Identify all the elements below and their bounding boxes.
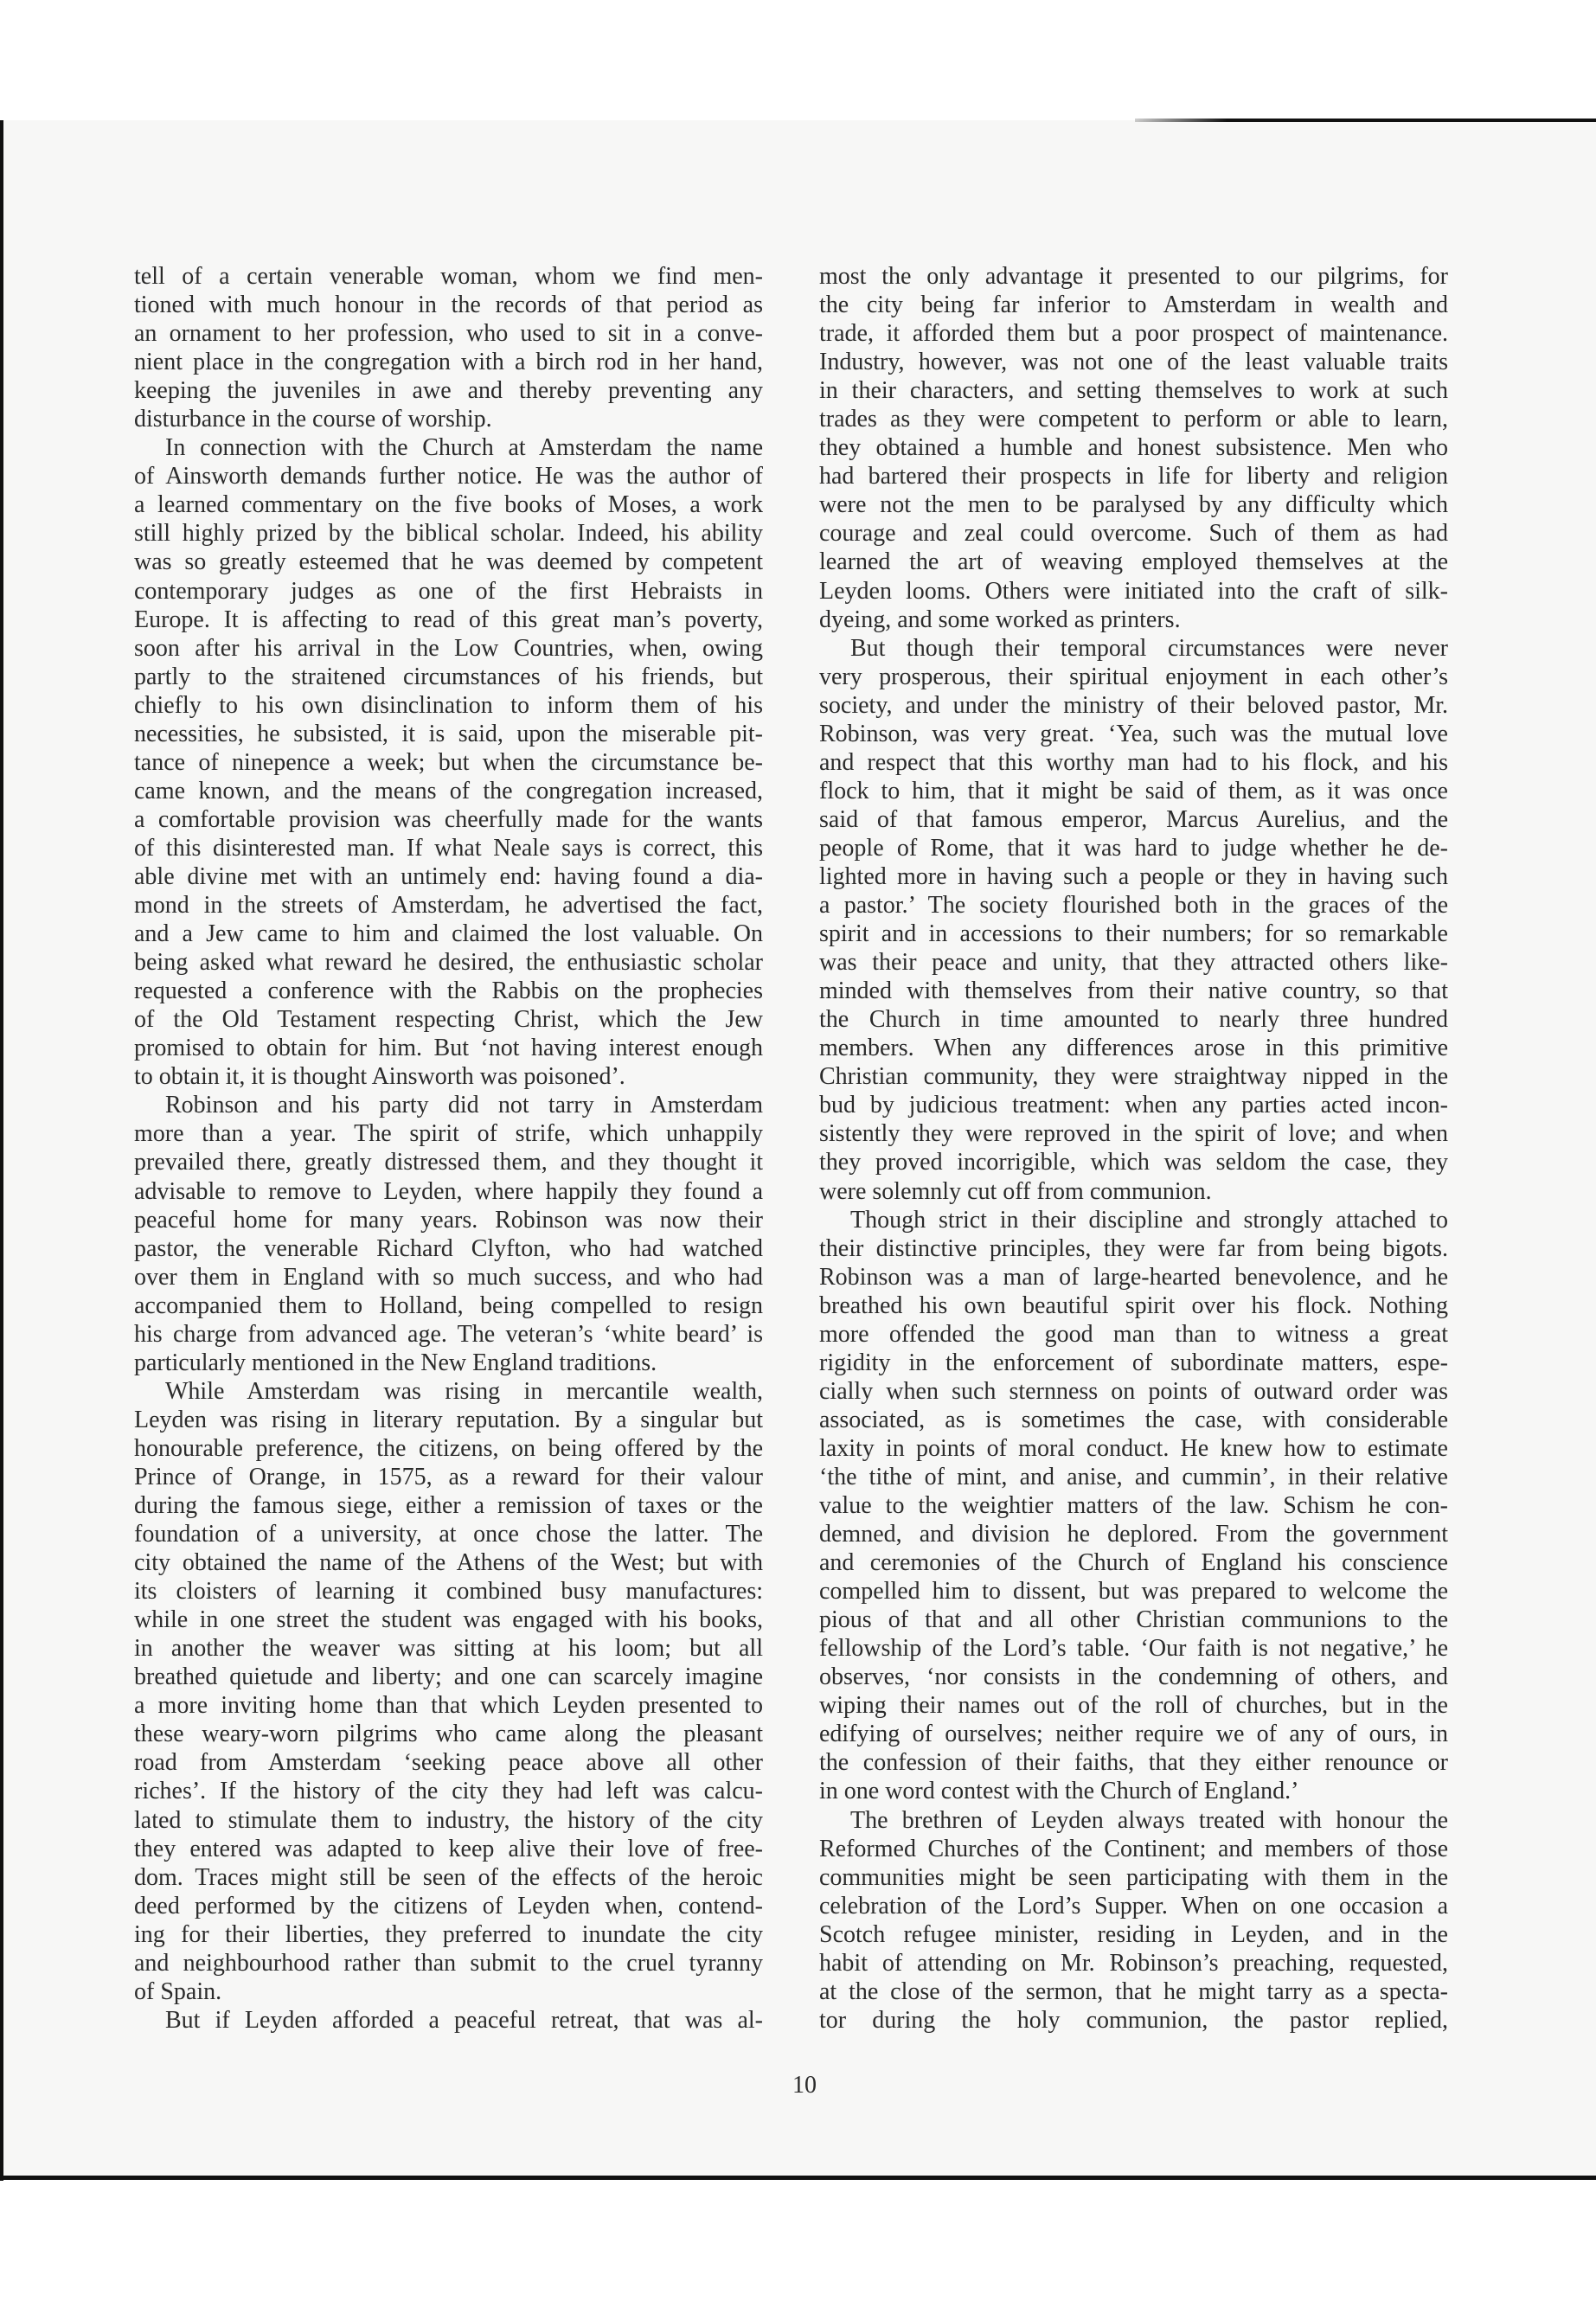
text-line: advisable to remove to Leyden, where happily they found a [134, 1177, 763, 1205]
text-line: dom. Traces might still be seen of the effects of the heroic [134, 1863, 763, 1891]
text-line: still highly prized by the biblical scholar. Indeed, his ability [134, 520, 763, 548]
text-line: trades as they were competent to perform or able to learn, [819, 406, 1448, 433]
text-line: was so greatly esteemed that he was deemed by competent [134, 548, 763, 576]
text-line: in another the weaver was sitting at his loom; but all [134, 1635, 763, 1663]
scan-edge-bottom [0, 2176, 1596, 2180]
text-line: they entered was adapted to keep alive their love of free- [134, 1835, 763, 1862]
text-line: over them in England with so much success, and who had [134, 1263, 763, 1291]
text-line: his charge from advanced age. The veteran’s ‘white beard’ is [134, 1320, 763, 1348]
text-line: observes, ‘nor consists in the condemning of others, and [819, 1663, 1448, 1691]
text-line: was their peace and unity, that they attracted others like- [819, 949, 1448, 977]
text-line: But though their temporal circumstances were never [850, 634, 1448, 662]
text-line: of Ainsworth demands further notice. He was the author of [134, 463, 763, 490]
text-line: dyeing, and some worked as printers. [819, 606, 1181, 633]
text-line: tor during the holy communion, the pastor replied, [819, 2006, 1448, 2034]
text-line: members. When any differences arose in this primitive [819, 1035, 1448, 1062]
text-line: of Spain. [134, 1977, 222, 2005]
text-line: said of that famous emperor, Marcus Aurelius, and the [819, 805, 1448, 833]
scan-edge-left [0, 120, 3, 2181]
text-line: they obtained a humble and honest subsistence. Men who [819, 434, 1448, 462]
text-line: partly to the straitened circumstances of his friends, but [134, 663, 763, 690]
text-line: a more inviting home than that which Leyden presented to [134, 1692, 763, 1720]
text-line: habit of attending on Mr. Robinson’s preaching, requested, [819, 1949, 1448, 1977]
text-line: a comfortable provision was cheerfully made for the wants [134, 805, 763, 833]
text-line: more offended the good man than to witness a great [819, 1320, 1448, 1348]
text-line: necessities, he subsisted, it is said, upon the miserable pit- [134, 720, 763, 747]
text-line: tance of ninepence a week; but when the circumstance be- [134, 748, 763, 776]
text-line: ‘the tithe of mint, and anise, and cummin’, in their relative [819, 1463, 1448, 1490]
text-line: their distinctive principles, they were far from being bigots. [819, 1234, 1448, 1262]
text-line: road from Amsterdam ‘seeking peace above all other [134, 1749, 763, 1777]
text-line: were solemnly cut off from communion. [819, 1177, 1212, 1205]
text-line: were not the men to be paralysed by any difficulty which [819, 491, 1448, 519]
text-line: demned, and division he deplored. From the government [819, 1521, 1448, 1548]
text-line: requested a conference with the Rabbis on the prophecies [134, 977, 763, 1005]
text-line: bud by judicious treatment: when any parties acted incon- [819, 1092, 1448, 1119]
text-line: of this disinterested man. If what Neale says is correct, this [134, 834, 763, 862]
text-line: and neighbourhood rather than submit to the cruel tyranny [134, 1949, 763, 1977]
text-line: In connection with the Church at Amsterdam the name [165, 434, 763, 462]
text-line: Europe. It is affecting to read of this great man’s poverty, [134, 606, 763, 633]
text-line: a learned commentary on the five books of Moses, a work [134, 491, 763, 519]
text-line: mond in the streets of Amsterdam, he advertised the fact, [134, 892, 763, 920]
text-line: foundation of a university, at once chose the latter. The [134, 1521, 763, 1548]
text-line: Robinson was a man of large-hearted benevolence, and he [819, 1263, 1448, 1291]
text-line: being asked what reward he desired, the enthusiastic scholar [134, 949, 763, 977]
page-number: 10 [792, 2072, 817, 2099]
text-line: the confession of their faiths, that they either renounce or [819, 1749, 1448, 1777]
text-line: chiefly to his own disinclination to inform them of his [134, 691, 763, 719]
text-line: edifying of ourselves; neither require we of any of ours, in [819, 1721, 1448, 1748]
text-line: the Church in time amounted to nearly three hundred [819, 1006, 1448, 1034]
text-line: in their characters, and setting themselves to work at such [819, 377, 1448, 405]
text-line: breathed quietude and liberty; and one can scarcely imagine [134, 1663, 763, 1691]
text-line: keeping the juveniles in awe and thereby preventing any [134, 377, 763, 405]
text-line: honourable preference, the citizens, on being offered by the [134, 1434, 763, 1462]
text-line: compelled him to dissent, but was prepared to welcome the [819, 1578, 1448, 1606]
text-line: society, and under the ministry of their beloved pastor, Mr. [819, 691, 1448, 719]
text-line: tioned with much honour in the records of that period as [134, 292, 763, 319]
text-line: ing for their liberties, they preferred to inundate the city [134, 1920, 763, 1948]
text-line: While Amsterdam was rising in mercantile wealth, [165, 1377, 763, 1405]
text-line: people of Rome, that it was hard to judge whether he de- [819, 834, 1448, 862]
text-line: nient place in the congregation with a birch rod in her hand, [134, 349, 763, 376]
text-line: pious of that and all other Christian communions to the [819, 1606, 1448, 1634]
text-line: lated to stimulate them to industry, the history of the city [134, 1806, 763, 1834]
text-line: Scotch refugee minister, residing in Leyden, and in the [819, 1920, 1448, 1948]
text-line: to obtain it, it is thought Ainsworth was poisoned’. [134, 1063, 625, 1091]
text-line: the city being far inferior to Amsterdam in wealth and [819, 292, 1448, 319]
text-line: pastor, the venerable Richard Clyfton, who had watched [134, 1234, 763, 1262]
text-line: most the only advantage it presented to our pilgrims, for [819, 263, 1448, 290]
text-line: lighted more in having such a people or they in having such [819, 862, 1448, 890]
text-line: contemporary judges as one of the first Hebraists in [134, 577, 763, 605]
text-line: spirit and in accessions to their numbers; for so remarkable [819, 920, 1448, 948]
text-line: very prosperous, their spiritual enjoyment in each other’s [819, 663, 1448, 690]
text-line: disturbance in the course of worship. [134, 406, 492, 433]
text-line: Reformed Churches of the Continent; and members of those [819, 1835, 1448, 1862]
text-line: associated, as is sometimes the case, with considerable [819, 1406, 1448, 1433]
scan-edge-top [1135, 119, 1596, 122]
text-line: rigidity in the enforcement of subordinate matters, espe- [819, 1349, 1448, 1376]
text-line: flock to him, that it might be said of them, as it was once [819, 777, 1448, 804]
text-line: an ornament to her profession, who used to sit in a conve- [134, 320, 763, 348]
text-line: But if Leyden afforded a peaceful retreat, that was al- [165, 2006, 763, 2034]
text-line: they proved incorrigible, which was seldom the case, they [819, 1149, 1448, 1176]
text-column-right [819, 262, 1448, 2035]
text-line: The brethren of Leyden always treated with honour the [850, 1806, 1448, 1834]
text-line: cially when such sternness on points of outward order was [819, 1377, 1448, 1405]
text-line: courage and zeal could overcome. Such of them as had [819, 520, 1448, 548]
text-line: learned the art of weaving employed themselves at the [819, 548, 1448, 576]
text-line: more than a year. The spirit of strife, which unhappily [134, 1120, 763, 1148]
text-line: breathed his own beautiful spirit over his flock. Nothing [819, 1292, 1448, 1319]
text-line: in one word contest with the Church of England.’ [819, 1778, 1299, 1805]
text-line: peaceful home for many years. Robinson was now their [134, 1206, 763, 1234]
text-line: prevailed there, greatly distressed them, and they thought it [134, 1149, 763, 1176]
text-line: tell of a certain venerable woman, whom we find men- [134, 263, 763, 290]
text-line: particularly mentioned in the New England traditions. [134, 1349, 657, 1376]
text-line: laxity in points of moral conduct. He knew how to estimate [819, 1434, 1448, 1462]
text-line: Robinson and his party did not tarry in Amsterdam [165, 1092, 763, 1119]
text-line: communities might be seen participating with them in the [819, 1863, 1448, 1891]
text-line: and respect that this worthy man had to his flock, and his [819, 748, 1448, 776]
text-line: value to the weightier matters of the law. Schism he con- [819, 1492, 1448, 1520]
text-line: had bartered their prospects in life for liberty and religion [819, 463, 1448, 490]
text-line: and ceremonies of the Church of England his conscience [819, 1549, 1448, 1577]
text-line: minded with themselves from their native country, so that [819, 977, 1448, 1005]
text-line: Robinson, was very great. ‘Yea, such was the mutual love [819, 720, 1448, 747]
text-line: sistently they were reproved in the spirit of love; and when [819, 1120, 1448, 1148]
text-line: these weary-worn pilgrims who came along the pleasant [134, 1721, 763, 1748]
text-line: Prince of Orange, in 1575, as a reward for their valour [134, 1463, 763, 1490]
text-line: riches’. If the history of the city they had left was calcu- [134, 1778, 763, 1805]
text-line: able divine met with an untimely end: having found a dia- [134, 862, 763, 890]
text-line: trade, it afforded them but a poor prospect of maintenance. [819, 320, 1448, 348]
text-line: of the Old Testament respecting Christ, which the Jew [134, 1006, 763, 1034]
text-line: promised to obtain for him. But ‘not having interest enough [134, 1035, 763, 1062]
text-column-left [134, 262, 763, 2035]
text-line: during the famous siege, either a remission of taxes or the [134, 1492, 763, 1520]
text-line: Christian community, they were straightway nipped in the [819, 1063, 1448, 1091]
text-line: accompanied them to Holland, being compelled to resign [134, 1292, 763, 1319]
text-line: while in one street the student was engaged with his books, [134, 1606, 763, 1634]
text-line: celebration of the Lord’s Supper. When on one occasion a [819, 1892, 1448, 1920]
text-line: Industry, however, was not one of the least valuable traits [819, 349, 1448, 376]
text-line: came known, and the means of the congregation increased, [134, 777, 763, 804]
text-line: Leyden was rising in literary reputation. By a singular but [134, 1406, 763, 1433]
text-line: fellowship of the Lord’s table. ‘Our faith is not negative,’ he [819, 1635, 1448, 1663]
text-line: Though strict in their discipline and strongly attached to [850, 1206, 1448, 1234]
text-line: city obtained the name of the Athens of the West; but with [134, 1549, 763, 1577]
text-line: and a Jew came to him and claimed the lost valuable. On [134, 920, 763, 948]
text-line: soon after his arrival in the Low Countries, when, owing [134, 634, 763, 662]
text-line: a pastor.’ The society flourished both in the graces of the [819, 892, 1448, 920]
text-line: wiping their names out of the roll of churches, but in the [819, 1692, 1448, 1720]
text-line: at the close of the sermon, that he might tarry as a specta- [819, 1977, 1448, 2005]
text-line: Leyden looms. Others were initiated into the craft of silk- [819, 577, 1448, 605]
text-line: its cloisters of learning it combined busy manufactures: [134, 1578, 763, 1606]
text-line: deed performed by the citizens of Leyden when, contend- [134, 1892, 763, 1920]
